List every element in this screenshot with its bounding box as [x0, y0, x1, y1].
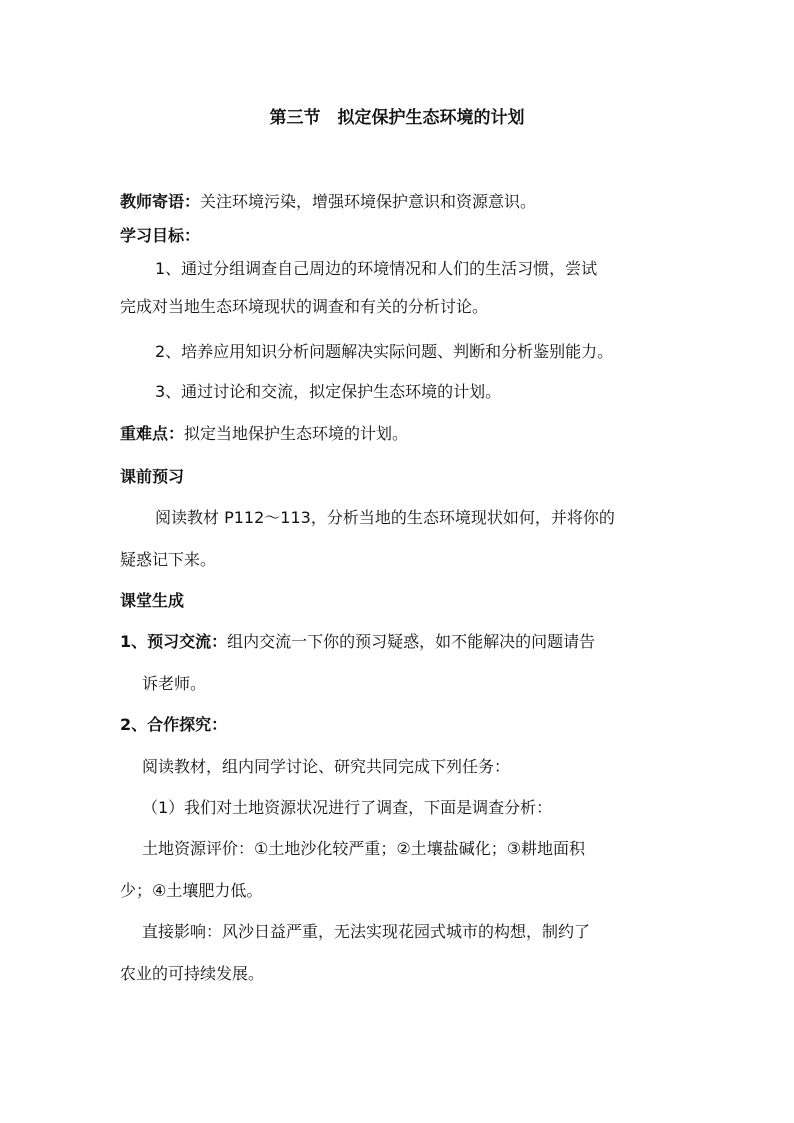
teacher-message-label: 教师寄语： [120, 192, 201, 211]
key-points-text: 拟定当地保护生态环境的计划。 [184, 424, 409, 443]
task-intro: 阅读教材，组内同学讨论、研究共同完成下列任务： [142, 757, 511, 776]
item-1-text: 组内交流一下你的预习疑惑，如不能解决的问题请告 [227, 632, 596, 651]
task-1: （1）我们对土地资源状况进行了调查，下面是调查分析： [142, 798, 553, 817]
item-2-label: 2、合作探究： [120, 715, 228, 734]
objective-2: 2、培养应用知识分析问题解决实际问题、判断和分析鉴别能力。 [155, 342, 614, 361]
class-heading: 课堂生成 [120, 591, 185, 610]
land-eval-line1: 土地资源评价：①土地沙化较严重；②土壤盐碱化；③耕地面积 [142, 839, 586, 858]
teacher-message [120, 192, 536, 212]
objectives-heading: 学习目标： [120, 226, 201, 245]
preview-heading: 课前预习 [120, 467, 185, 486]
key-points-label: 重难点： [120, 424, 185, 443]
item-1 [120, 632, 595, 652]
objective-1-line2: 完成对当地生态环境现状的调查和有关的分析讨论。 [120, 297, 489, 316]
objective-1-line1: 1、通过分组调查自己周边的环境情况和人们的生活习惯，尝试 [155, 259, 598, 278]
teacher-message-text: 关注环境污染，增强环境保护意识和资源意识。 [200, 192, 537, 211]
land-eval-line2: 少；④土壤肥力低。 [120, 881, 263, 900]
direct-impact-line2: 农业的可持续发展。 [120, 964, 265, 983]
item-1-line2: 诉老师。 [142, 674, 207, 693]
preview-line1: 阅读教材 P112～113，分析当地的生态环境现状如何，并将你的 [155, 508, 615, 527]
direct-impact-line1: 直接影响：风沙日益严重，无法实现花园式城市的构想，制约了 [142, 922, 591, 941]
key-points [120, 424, 408, 444]
page-title: 第三节 拟定保护生态环境的计划 [269, 108, 525, 128]
objective-3: 3、通过讨论和交流，拟定保护生态环境的计划。 [155, 382, 502, 401]
item-1-label: 1、预习交流： [120, 632, 228, 651]
preview-line2: 疑惑记下来。 [120, 550, 217, 569]
